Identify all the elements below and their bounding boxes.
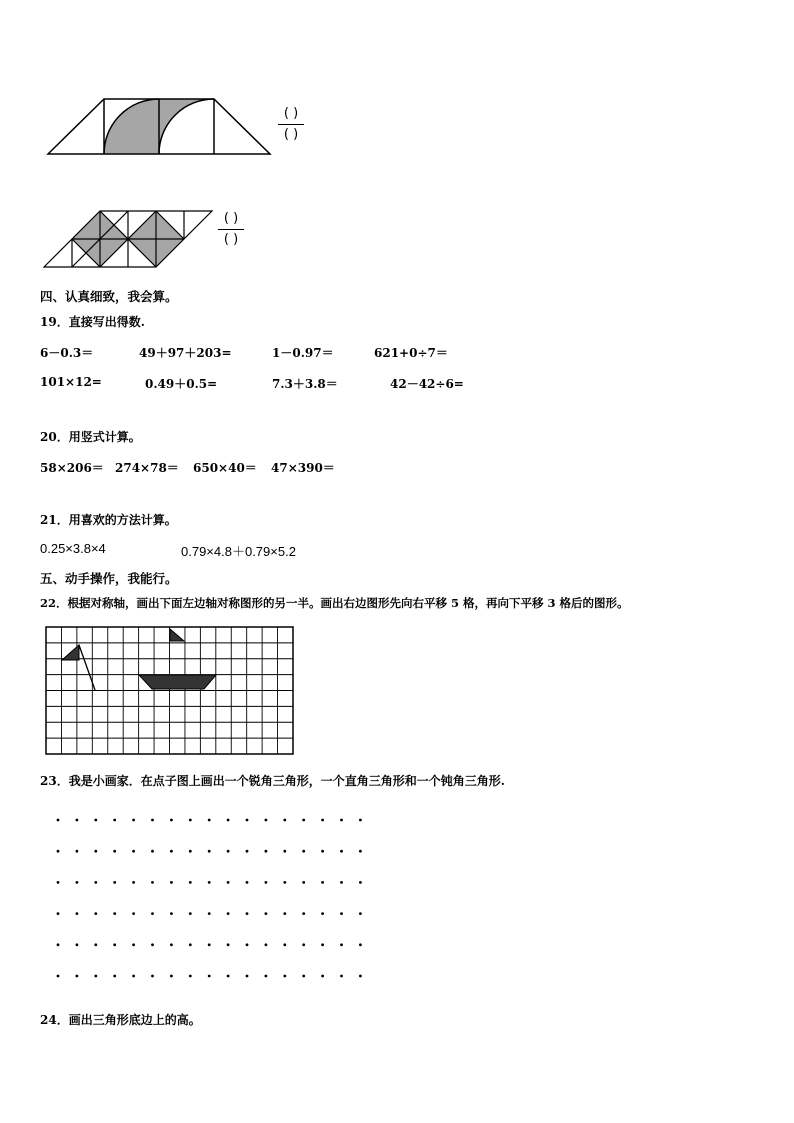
section-5-heading: 五、动手操作，我能行。 — [40, 571, 178, 586]
grid-dot — [321, 943, 324, 946]
grid-dot — [340, 912, 343, 915]
q19-r2-c4: 42－42÷6= — [390, 377, 464, 391]
grid-dot — [170, 912, 173, 915]
grid-dot — [76, 943, 79, 946]
grid-dot — [170, 850, 173, 853]
grid-dot — [94, 850, 97, 853]
grid-dot — [302, 975, 305, 978]
grid-dot — [132, 912, 135, 915]
q19-r1-c2: 49＋97＋203= — [139, 346, 232, 360]
grid-dot — [265, 819, 268, 822]
grid-dot — [189, 850, 192, 853]
grid-dot — [246, 819, 249, 822]
grid-dot — [283, 943, 286, 946]
grid-dot — [359, 819, 362, 822]
grid-dot — [151, 943, 154, 946]
grid-dot — [76, 975, 79, 978]
grid-dot — [283, 912, 286, 915]
grid-dot — [321, 912, 324, 915]
q20-c1: 58×206＝ — [40, 461, 104, 475]
grid-dot — [302, 881, 305, 884]
grid-dot — [151, 850, 154, 853]
grid-dot — [321, 819, 324, 822]
grid-dot — [189, 881, 192, 884]
q20-c4: 47×390＝ — [271, 461, 335, 475]
grid-dot — [113, 850, 116, 853]
grid-dot — [265, 850, 268, 853]
grid-dot — [151, 975, 154, 978]
section-4-heading: 四、认真细致，我会算。 — [40, 289, 178, 304]
grid-dot — [359, 881, 362, 884]
grid-dot — [283, 850, 286, 853]
grid-dot — [94, 819, 97, 822]
grid-dot — [283, 975, 286, 978]
grid-dot — [76, 912, 79, 915]
q19-r2-c1: 101×12= — [40, 375, 102, 389]
grid-dot — [113, 943, 116, 946]
grid-dot — [359, 850, 362, 853]
grid-dot — [340, 819, 343, 822]
grid-dot — [302, 819, 305, 822]
q19-r1-c3: 1－0.97＝ — [272, 346, 334, 360]
grid-dot — [57, 943, 60, 946]
grid-dot — [340, 850, 343, 853]
grid-dot — [94, 881, 97, 884]
numerator-blank: ( ) — [283, 106, 299, 121]
grid-dot — [132, 975, 135, 978]
grid-dot — [208, 912, 211, 915]
q20-c2: 274×78＝ — [115, 461, 179, 475]
grid-dot — [151, 912, 154, 915]
grid-dot — [265, 975, 268, 978]
grid-dot — [208, 850, 211, 853]
grid-dot — [321, 850, 324, 853]
grid-dot — [283, 819, 286, 822]
grid-dot — [246, 912, 249, 915]
grid-dot — [246, 975, 249, 978]
grid-dot — [283, 881, 286, 884]
grid-dot — [113, 819, 116, 822]
grid-dot — [265, 881, 268, 884]
grid-dot — [227, 975, 230, 978]
q20-c3: 650×40＝ — [193, 461, 257, 475]
grid-dot — [302, 912, 305, 915]
grid-dot — [246, 881, 249, 884]
q21-title: 21．用喜欢的方法计算。 — [40, 513, 177, 527]
grid-dot — [359, 912, 362, 915]
grid-dot — [76, 881, 79, 884]
q21-expr-2: 0.79×4.8＋0.79×5.2 — [181, 544, 296, 559]
grid-dot — [227, 943, 230, 946]
q24-title: 24．画出三角形底边上的高。 — [40, 1013, 201, 1027]
q19-r2-c3: 7.3＋3.8＝ — [272, 377, 338, 391]
grid-dot — [132, 881, 135, 884]
q23-title: 23．我是小画家．在点子图上画出一个锐角三角形，一个直角三角形和一个钝角三角形. — [40, 774, 505, 788]
grid-dot — [340, 943, 343, 946]
grid-dot — [76, 850, 79, 853]
grid-dot — [189, 975, 192, 978]
grid-dot — [208, 943, 211, 946]
grid-dot — [57, 819, 60, 822]
q19-r1-c1: 6－0.3＝ — [40, 346, 94, 360]
grid-dot — [227, 912, 230, 915]
grid-dot — [208, 975, 211, 978]
grid-dot — [227, 881, 230, 884]
grid-dot — [113, 912, 116, 915]
q19-r2-c2: 0.49＋0.5= — [145, 377, 218, 391]
grid-dot — [227, 850, 230, 853]
grid-dot — [340, 975, 343, 978]
grid-dot — [227, 819, 230, 822]
grid-dot — [265, 943, 268, 946]
q20-title: 20．用竖式计算。 — [40, 430, 141, 444]
grid-dot — [151, 881, 154, 884]
grid-dot — [208, 881, 211, 884]
grid-dot — [170, 881, 173, 884]
q21-expr-1: 0.25×3.8×4 — [40, 541, 106, 556]
grid-dot — [340, 881, 343, 884]
grid-dot — [113, 975, 116, 978]
grid-dot — [132, 819, 135, 822]
grid-dot — [57, 975, 60, 978]
grid-dot — [76, 819, 79, 822]
grid-dot — [57, 850, 60, 853]
denominator-blank: ( ) — [283, 127, 299, 142]
q19-title: 19．直接写出得数. — [40, 315, 145, 329]
grid-dot — [189, 819, 192, 822]
grid-dot — [151, 819, 154, 822]
grid-dot — [57, 881, 60, 884]
grid-dot — [57, 912, 60, 915]
grid-dot — [170, 819, 173, 822]
grid-dot — [170, 975, 173, 978]
grid-dot — [189, 912, 192, 915]
grid-dot — [246, 850, 249, 853]
numerator-blank: ( ) — [223, 211, 239, 226]
grid-dot — [94, 912, 97, 915]
grid-dot — [302, 943, 305, 946]
grid-dot — [113, 881, 116, 884]
grid-dot — [321, 881, 324, 884]
grid-dot — [189, 943, 192, 946]
grid-dot — [208, 819, 211, 822]
grid-dot — [359, 943, 362, 946]
grid-dot — [94, 975, 97, 978]
grid-dot — [170, 943, 173, 946]
grid-dot — [302, 850, 305, 853]
q22-title: 22．根据对称轴，画出下面左边轴对称图形的另一半。画出右边图形先向右平移 5 格，再向下平移 3 格后的图形。 — [40, 596, 629, 610]
grid-dot — [94, 943, 97, 946]
grid-dot — [321, 975, 324, 978]
grid-dot — [265, 912, 268, 915]
grid-dot — [132, 943, 135, 946]
grid-dot — [246, 943, 249, 946]
grid-dot — [359, 975, 362, 978]
grid-dot — [132, 850, 135, 853]
denominator-blank: ( ) — [223, 232, 239, 247]
q19-r1-c4: 621+0÷7＝ — [374, 346, 448, 360]
